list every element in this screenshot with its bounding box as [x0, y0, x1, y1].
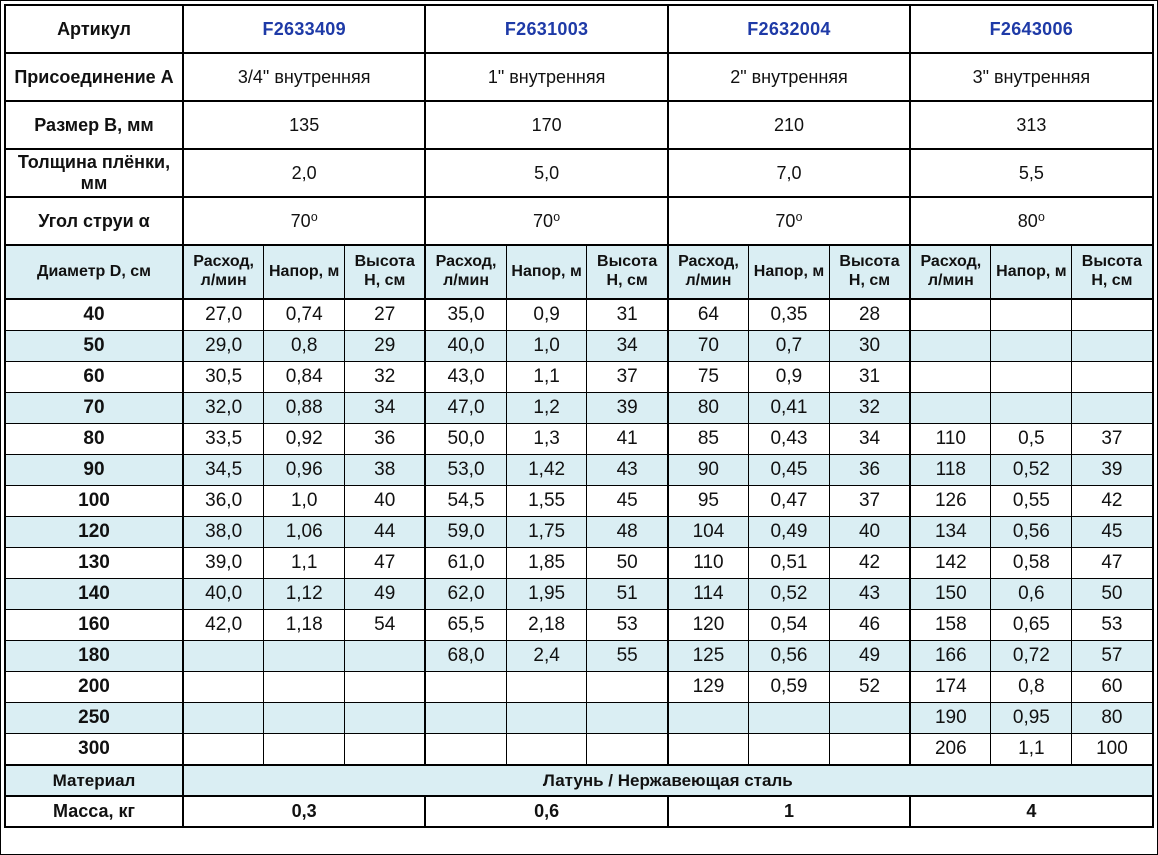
value-cell: 49 — [345, 579, 426, 610]
diameter-data-row — [5, 734, 1153, 766]
size-b-value: 210 — [668, 101, 910, 149]
value-cell — [264, 734, 345, 766]
value-cell: 1,12 — [264, 579, 345, 610]
material-row — [5, 765, 1153, 796]
value-cell: 0,47 — [749, 486, 830, 517]
value-cell: 0,56 — [991, 517, 1072, 548]
value-cell: 0,35 — [749, 299, 830, 331]
value-cell: 34 — [587, 331, 668, 362]
value-cell: 38 — [345, 455, 426, 486]
diameter-cell: 130 — [5, 548, 183, 579]
value-cell: 95 — [668, 486, 749, 517]
value-cell: 32 — [345, 362, 426, 393]
value-cell: 0,84 — [264, 362, 345, 393]
diameter-data-row — [5, 331, 1153, 362]
mass-value: 4 — [910, 796, 1152, 827]
value-cell: 42,0 — [183, 610, 264, 641]
diameter-cell: 50 — [5, 331, 183, 362]
film-thickness-value: 5,0 — [425, 149, 667, 197]
value-cell — [749, 703, 830, 734]
value-cell: 59,0 — [425, 517, 506, 548]
diameter-cell: 60 — [5, 362, 183, 393]
value-cell — [264, 672, 345, 703]
diameter-data-row — [5, 703, 1153, 734]
mass-value: 0,6 — [425, 796, 667, 827]
value-cell: 42 — [829, 548, 910, 579]
head-header: Напор, м — [264, 245, 345, 299]
mass-value: 0,3 — [183, 796, 425, 827]
value-cell: 166 — [910, 641, 991, 672]
value-cell: 0,59 — [749, 672, 830, 703]
value-cell: 30 — [829, 331, 910, 362]
value-cell: 32,0 — [183, 393, 264, 424]
value-cell: 40 — [345, 486, 426, 517]
value-cell: 29 — [345, 331, 426, 362]
value-cell: 2,18 — [506, 610, 587, 641]
flow-header: Расход, л/мин — [425, 245, 506, 299]
value-cell: 39 — [1072, 455, 1153, 486]
value-cell: 1,3 — [506, 424, 587, 455]
value-cell: 40,0 — [183, 579, 264, 610]
value-cell: 114 — [668, 579, 749, 610]
value-cell — [183, 703, 264, 734]
value-cell: 129 — [668, 672, 749, 703]
mass-row — [5, 796, 1153, 827]
value-cell — [668, 703, 749, 734]
value-cell — [910, 362, 991, 393]
jet-angle-value: 70⁰ — [183, 197, 425, 245]
value-cell: 31 — [587, 299, 668, 331]
value-cell: 1,85 — [506, 548, 587, 579]
value-cell: 174 — [910, 672, 991, 703]
film-thickness-row — [5, 149, 1153, 197]
size-b-row — [5, 101, 1153, 149]
flow-header: Расход, л/мин — [668, 245, 749, 299]
value-cell — [991, 362, 1072, 393]
diameter-data-row — [5, 362, 1153, 393]
value-cell: 38,0 — [183, 517, 264, 548]
value-cell — [506, 703, 587, 734]
value-cell — [829, 734, 910, 766]
value-cell: 49 — [829, 641, 910, 672]
value-cell: 206 — [910, 734, 991, 766]
value-cell — [345, 641, 426, 672]
value-cell — [991, 299, 1072, 331]
value-cell — [345, 703, 426, 734]
value-cell — [910, 393, 991, 424]
value-cell: 1,95 — [506, 579, 587, 610]
value-cell: 29,0 — [183, 331, 264, 362]
size-b-value: 170 — [425, 101, 667, 149]
diameter-data-row — [5, 424, 1153, 455]
value-cell — [345, 672, 426, 703]
value-cell — [749, 734, 830, 766]
value-cell — [910, 299, 991, 331]
diameter-data-row — [5, 486, 1153, 517]
value-cell: 1,1 — [506, 362, 587, 393]
value-cell: 0,51 — [749, 548, 830, 579]
value-cell — [587, 672, 668, 703]
value-cell — [345, 734, 426, 766]
height-header: Высота H, см — [1072, 245, 1153, 299]
flow-header: Расход, л/мин — [910, 245, 991, 299]
diameter-data-row — [5, 548, 1153, 579]
head-header: Напор, м — [749, 245, 830, 299]
value-cell: 0,8 — [264, 331, 345, 362]
value-cell: 50,0 — [425, 424, 506, 455]
value-cell: 0,52 — [991, 455, 1072, 486]
value-cell — [1072, 393, 1153, 424]
value-cell — [1072, 362, 1153, 393]
value-cell: 142 — [910, 548, 991, 579]
value-cell: 70 — [668, 331, 749, 362]
head-header: Напор, м — [506, 245, 587, 299]
value-cell — [587, 734, 668, 766]
value-cell: 0,56 — [749, 641, 830, 672]
value-cell: 54 — [345, 610, 426, 641]
size-b-row-label: Размер B, мм — [5, 101, 183, 149]
value-cell: 48 — [587, 517, 668, 548]
diameter-cell: 160 — [5, 610, 183, 641]
height-header: Высота H, см — [345, 245, 426, 299]
diameter-data-row — [5, 517, 1153, 548]
value-cell: 37 — [829, 486, 910, 517]
diameter-cell: 40 — [5, 299, 183, 331]
value-cell: 34 — [345, 393, 426, 424]
diameter-cell: 180 — [5, 641, 183, 672]
value-cell: 43 — [829, 579, 910, 610]
article-number: F2633409 — [183, 5, 425, 53]
value-cell: 35,0 — [425, 299, 506, 331]
value-cell: 0,88 — [264, 393, 345, 424]
value-cell: 80 — [1072, 703, 1153, 734]
height-header: Высота H, см — [587, 245, 668, 299]
value-cell: 45 — [587, 486, 668, 517]
value-cell: 0,41 — [749, 393, 830, 424]
value-cell: 1,55 — [506, 486, 587, 517]
value-cell: 27 — [345, 299, 426, 331]
value-cell: 37 — [1072, 424, 1153, 455]
value-cell — [183, 672, 264, 703]
article-number: F2643006 — [910, 5, 1152, 53]
connection-row — [5, 53, 1153, 101]
value-cell: 40,0 — [425, 331, 506, 362]
value-cell: 118 — [910, 455, 991, 486]
value-cell: 0,52 — [749, 579, 830, 610]
value-cell: 80 — [668, 393, 749, 424]
value-cell: 53,0 — [425, 455, 506, 486]
value-cell — [829, 703, 910, 734]
connection-value: 3/4" внутренняя — [183, 53, 425, 101]
diameter-cell: 300 — [5, 734, 183, 766]
value-cell — [264, 641, 345, 672]
value-cell: 39,0 — [183, 548, 264, 579]
value-cell: 50 — [1072, 579, 1153, 610]
connection-row-label: Присоединение A — [5, 53, 183, 101]
value-cell: 39 — [587, 393, 668, 424]
value-cell — [910, 331, 991, 362]
value-cell: 42 — [1072, 486, 1153, 517]
value-cell: 51 — [587, 579, 668, 610]
value-cell — [1072, 331, 1153, 362]
value-cell — [1072, 299, 1153, 331]
jet-angle-value: 70⁰ — [668, 197, 910, 245]
height-header: Высота H, см — [829, 245, 910, 299]
value-cell: 33,5 — [183, 424, 264, 455]
value-cell: 126 — [910, 486, 991, 517]
value-cell: 0,6 — [991, 579, 1072, 610]
diameter-cell: 70 — [5, 393, 183, 424]
value-cell: 190 — [910, 703, 991, 734]
value-cell: 57 — [1072, 641, 1153, 672]
value-cell: 0,55 — [991, 486, 1072, 517]
value-cell: 43,0 — [425, 362, 506, 393]
metric-header-section — [5, 245, 1153, 299]
value-cell: 45 — [1072, 517, 1153, 548]
value-cell: 158 — [910, 610, 991, 641]
value-cell: 53 — [1072, 610, 1153, 641]
diameter-header: Диаметр D, см — [5, 245, 183, 299]
value-cell — [587, 703, 668, 734]
value-cell — [264, 703, 345, 734]
material-row-label: Материал — [5, 765, 183, 796]
value-cell: 34,5 — [183, 455, 264, 486]
head-header: Напор, м — [991, 245, 1072, 299]
value-cell — [991, 393, 1072, 424]
value-cell — [183, 734, 264, 766]
material-value: Латунь / Нержавеющая сталь — [183, 765, 1153, 796]
value-cell: 2,4 — [506, 641, 587, 672]
mass-row-label: Масса, кг — [5, 796, 183, 827]
article-number: F2632004 — [668, 5, 910, 53]
value-cell: 34 — [829, 424, 910, 455]
value-cell: 110 — [910, 424, 991, 455]
value-cell — [425, 734, 506, 766]
diameter-data-row — [5, 455, 1153, 486]
diameter-cell: 200 — [5, 672, 183, 703]
value-cell: 36,0 — [183, 486, 264, 517]
value-cell: 62,0 — [425, 579, 506, 610]
value-cell: 1,42 — [506, 455, 587, 486]
value-cell — [425, 703, 506, 734]
value-cell: 53 — [587, 610, 668, 641]
film-thickness-value: 5,5 — [910, 149, 1152, 197]
value-cell: 134 — [910, 517, 991, 548]
diameter-cell: 120 — [5, 517, 183, 548]
value-cell: 1,0 — [506, 331, 587, 362]
value-cell: 0,65 — [991, 610, 1072, 641]
value-cell: 0,96 — [264, 455, 345, 486]
jet-angle-row — [5, 197, 1153, 245]
value-cell — [991, 331, 1072, 362]
value-cell: 0,72 — [991, 641, 1072, 672]
value-cell: 90 — [668, 455, 749, 486]
article-row — [5, 5, 1153, 53]
value-cell: 150 — [910, 579, 991, 610]
value-cell: 104 — [668, 517, 749, 548]
diameter-cell: 90 — [5, 455, 183, 486]
value-cell: 120 — [668, 610, 749, 641]
value-cell: 36 — [829, 455, 910, 486]
diameter-data-row — [5, 610, 1153, 641]
value-cell: 1,1 — [264, 548, 345, 579]
value-cell: 1,2 — [506, 393, 587, 424]
article-number: F2631003 — [425, 5, 667, 53]
info-section — [5, 5, 1153, 245]
value-cell: 100 — [1072, 734, 1153, 766]
value-cell: 36 — [345, 424, 426, 455]
diameter-data-row — [5, 672, 1153, 703]
value-cell: 0,7 — [749, 331, 830, 362]
value-cell: 0,74 — [264, 299, 345, 331]
value-cell: 0,45 — [749, 455, 830, 486]
value-cell: 0,92 — [264, 424, 345, 455]
diameter-data-row — [5, 299, 1153, 331]
value-cell: 32 — [829, 393, 910, 424]
value-cell: 1,18 — [264, 610, 345, 641]
value-cell: 0,9 — [749, 362, 830, 393]
value-cell: 0,43 — [749, 424, 830, 455]
value-cell: 28 — [829, 299, 910, 331]
value-cell: 1,0 — [264, 486, 345, 517]
value-cell: 31 — [829, 362, 910, 393]
value-cell — [506, 734, 587, 766]
value-cell: 0,8 — [991, 672, 1072, 703]
value-cell: 44 — [345, 517, 426, 548]
value-cell: 30,5 — [183, 362, 264, 393]
value-cell: 60 — [1072, 672, 1153, 703]
value-cell: 37 — [587, 362, 668, 393]
size-b-value: 135 — [183, 101, 425, 149]
value-cell: 64 — [668, 299, 749, 331]
value-cell: 110 — [668, 548, 749, 579]
diameter-data-row — [5, 641, 1153, 672]
value-cell: 43 — [587, 455, 668, 486]
diameter-data-row — [5, 393, 1153, 424]
value-cell — [183, 641, 264, 672]
flow-header: Расход, л/мин — [183, 245, 264, 299]
metric-header-row — [5, 245, 1153, 299]
mass-value: 1 — [668, 796, 910, 827]
value-cell: 85 — [668, 424, 749, 455]
connection-value: 3" внутренняя — [910, 53, 1152, 101]
value-cell: 55 — [587, 641, 668, 672]
value-cell: 27,0 — [183, 299, 264, 331]
connection-value: 1" внутренняя — [425, 53, 667, 101]
connection-value: 2" внутренняя — [668, 53, 910, 101]
value-cell: 1,06 — [264, 517, 345, 548]
value-cell: 50 — [587, 548, 668, 579]
value-cell: 1,1 — [991, 734, 1072, 766]
value-cell — [668, 734, 749, 766]
value-cell: 0,5 — [991, 424, 1072, 455]
value-cell: 65,5 — [425, 610, 506, 641]
value-cell — [425, 672, 506, 703]
jet-angle-row-label: Угол струи α — [5, 197, 183, 245]
value-cell: 0,95 — [991, 703, 1072, 734]
diameter-cell: 140 — [5, 579, 183, 610]
value-cell — [506, 672, 587, 703]
value-cell: 75 — [668, 362, 749, 393]
value-cell: 0,58 — [991, 548, 1072, 579]
film-thickness-row-label: Толщина плёнки, мм — [5, 149, 183, 197]
value-cell: 41 — [587, 424, 668, 455]
value-cell: 47,0 — [425, 393, 506, 424]
value-cell: 0,54 — [749, 610, 830, 641]
diameter-data-row — [5, 579, 1153, 610]
value-cell: 125 — [668, 641, 749, 672]
value-cell: 1,75 — [506, 517, 587, 548]
diameter-cell: 250 — [5, 703, 183, 734]
value-cell: 47 — [1072, 548, 1153, 579]
value-cell: 47 — [345, 548, 426, 579]
diameter-cell: 80 — [5, 424, 183, 455]
size-b-value: 313 — [910, 101, 1152, 149]
jet-angle-value: 80⁰ — [910, 197, 1152, 245]
data-section — [5, 299, 1153, 765]
article-row-label: Артикул — [5, 5, 183, 53]
value-cell: 52 — [829, 672, 910, 703]
value-cell: 54,5 — [425, 486, 506, 517]
film-thickness-value: 7,0 — [668, 149, 910, 197]
value-cell: 68,0 — [425, 641, 506, 672]
value-cell: 46 — [829, 610, 910, 641]
film-thickness-value: 2,0 — [183, 149, 425, 197]
jet-angle-value: 70⁰ — [425, 197, 667, 245]
value-cell: 0,49 — [749, 517, 830, 548]
value-cell: 40 — [829, 517, 910, 548]
nozzle-spec-table — [4, 4, 1154, 828]
diameter-cell: 100 — [5, 486, 183, 517]
value-cell: 61,0 — [425, 548, 506, 579]
value-cell: 0,9 — [506, 299, 587, 331]
